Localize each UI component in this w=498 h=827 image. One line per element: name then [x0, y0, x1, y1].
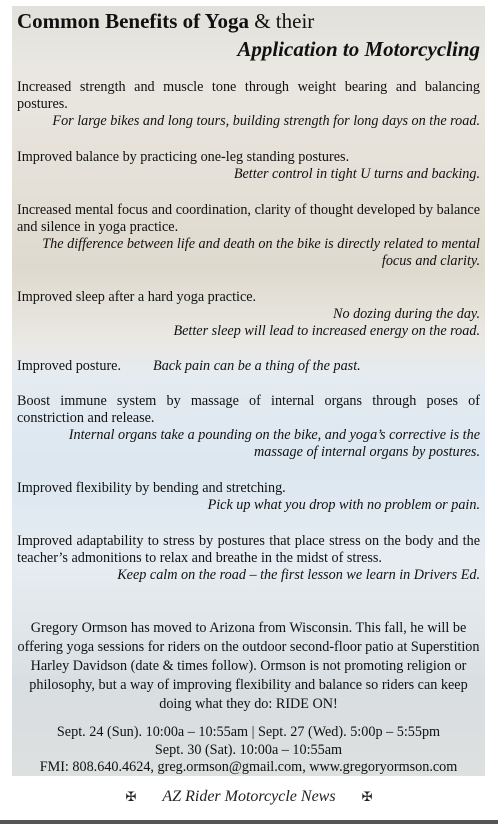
page-footer	[0, 788, 498, 814]
schedule-line-2: Sept. 30 (Sat). 10:00a – 10:55am	[154, 741, 343, 758]
contact-info: FMI: 808.640.4624, greg.ormson@gmail.com, www.gregoryormson.com	[39, 759, 458, 775]
benefit-text: Increased mental focus and coordination, clarity of thought developed by balance and silence in yoga practice.	[17, 202, 480, 235]
benefit-text: Increased strength and muscle tone through weight bearing and balancing postures.	[17, 79, 480, 112]
title-rest: & their	[248, 9, 315, 33]
application-text: For large bikes and long tours, building strength for long days on the road.	[52, 113, 480, 129]
benefit-text: Improved flexibility by bending and stretching.	[17, 480, 286, 496]
bottom-rule	[0, 820, 498, 824]
application-text: Back pain can be a thing of the past.	[153, 358, 361, 374]
application-text: The difference between life and death on the bike is directly related to mental focus and clarity.	[42, 236, 480, 269]
benefit-item	[17, 393, 480, 461]
benefit-item	[17, 358, 480, 375]
article-title	[17, 9, 314, 34]
application-text-2: Better sleep will lead to increased energy on the road.	[173, 323, 480, 339]
benefit-item	[17, 149, 480, 183]
application-text: Keep calm on the road – the first lesson we learn in Drivers Ed.	[117, 567, 480, 583]
article-subtitle: Application to Motorcycling	[237, 37, 480, 61]
cross-ornament-icon: ✠	[125, 789, 137, 804]
application-text: Pick up what you drop with no problem or pain.	[207, 497, 480, 513]
article-panel	[12, 6, 485, 776]
title-bold: Common Benefits of Yoga	[17, 9, 249, 33]
benefit-text: Improved posture.	[17, 358, 122, 374]
application-text: No dozing during the day.	[332, 306, 480, 322]
benefit-text: Improved sleep after a hard yoga practice.	[17, 289, 257, 305]
application-text: Better control in tight U turns and backing.	[233, 166, 480, 182]
schedule	[17, 724, 480, 776]
application-text: Internal organs take a pounding on the bike, and yoga’s corrective is the massage of internal organs by postures.	[68, 427, 480, 460]
benefit-text: Boost immune system by massage of internal organs through poses of constriction and release.	[17, 393, 480, 426]
cross-ornament-icon: ✠	[361, 789, 373, 804]
schedule-line-1: Sept. 24 (Sun). 10:00a – 10:55am | Sept. 27 (Wed). 5:00p – 5:55pm	[56, 724, 441, 740]
benefit-item	[17, 533, 480, 584]
benefit-item	[17, 202, 480, 270]
publication-name: AZ Rider Motorcycle News	[162, 788, 336, 805]
benefit-item	[17, 289, 480, 340]
benefit-item	[17, 480, 480, 514]
benefit-text: Improved adaptability to stress by postures that place stress on the body and the teacher’s admonitions to relax and breathe in the midst of stress.	[17, 533, 480, 566]
benefit-text: Improved balance by practicing one-leg standing postures.	[17, 149, 350, 165]
instructor-bio: Gregory Ormson has moved to Arizona from Wisconsin. This fall, he will be offering yoga sessions for riders on the outdoor second-floor patio at Superstition Harley Davidson (date & times follow). Ormson is not promoting religion or philosophy, but a way of improving flexibility and balance so riders can keep doing what they do: RIDE ON!	[17, 620, 480, 712]
benefit-item	[17, 79, 480, 130]
